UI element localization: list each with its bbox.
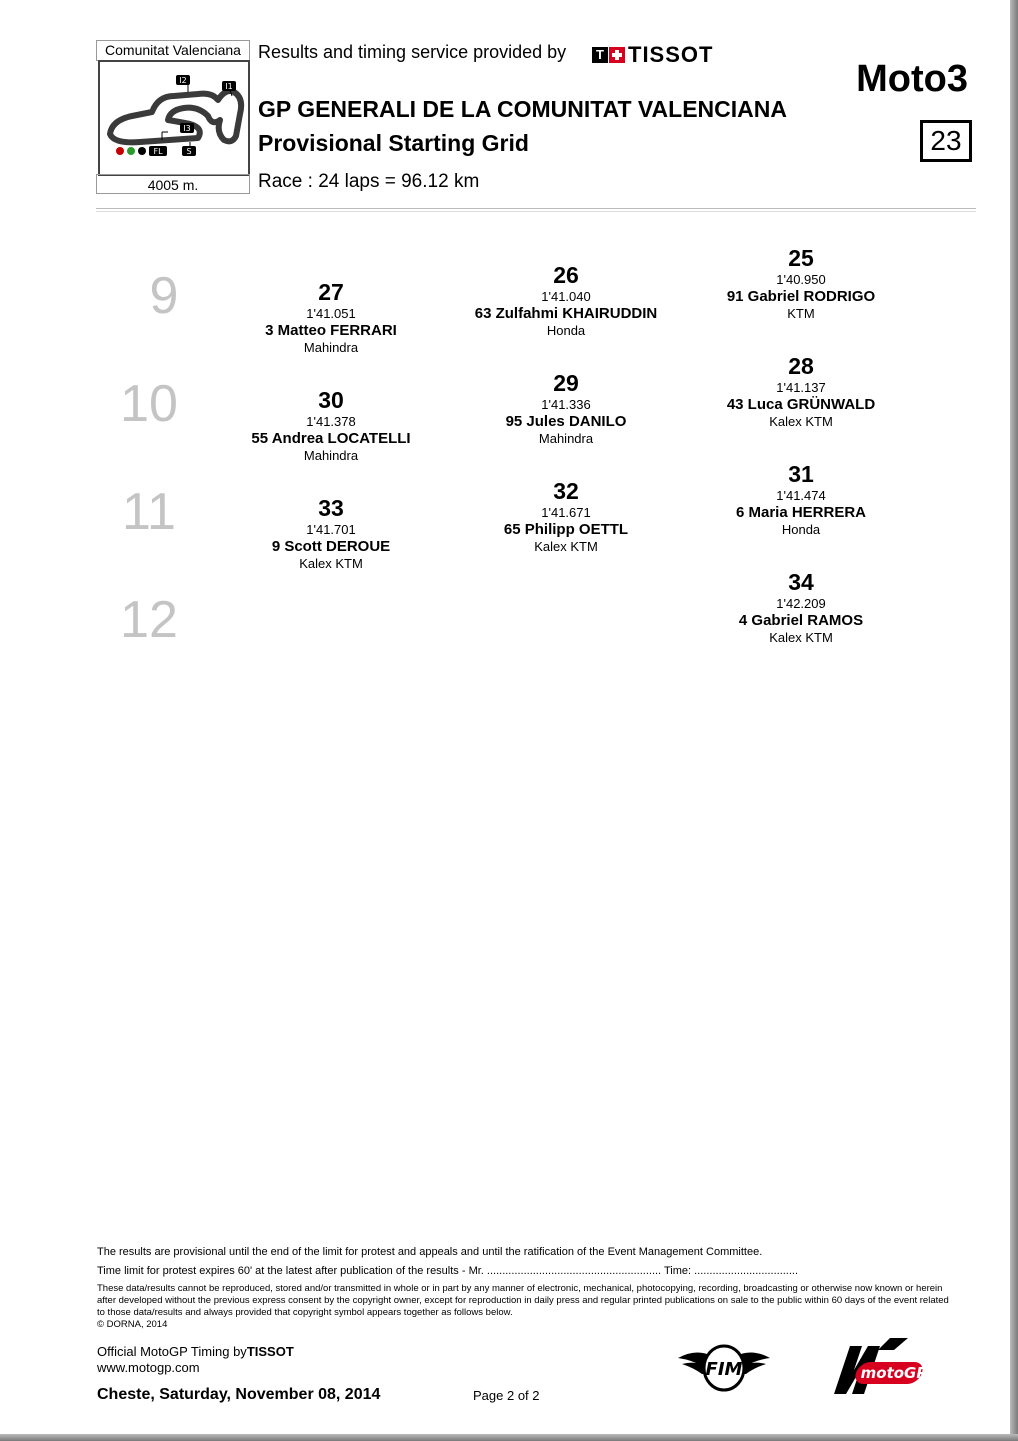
grid-position: 29 bbox=[553, 370, 579, 396]
grid-position: 25 bbox=[788, 245, 814, 271]
grid-position: 27 bbox=[318, 279, 344, 305]
team-name: Honda bbox=[781, 522, 821, 537]
team-name: Kalex KTM bbox=[769, 630, 833, 645]
grid-position: 34 bbox=[788, 569, 814, 595]
motogp-logo bbox=[828, 1336, 938, 1403]
grid-row-number: 10 bbox=[120, 375, 178, 433]
page-edge-bottom bbox=[0, 1434, 1018, 1441]
map-label-i3: I3 bbox=[183, 124, 191, 133]
page-of-count: Page 2 of 2 bbox=[473, 1388, 540, 1403]
protest-time-limit: Time limit for protest expires 60' at the latest after publication of the results - Mr. ......................................................... Time: .................................. bbox=[97, 1265, 799, 1277]
race-info: Race : 24 laps = 96.12 km bbox=[258, 171, 480, 192]
grid-slot bbox=[441, 479, 691, 555]
rider-name: 63 Zulfahmi KHAIRUDDIN bbox=[474, 305, 658, 322]
circuit-name: Comunitat Valenciana bbox=[96, 40, 250, 61]
rider-name: 9 Scott DEROUE bbox=[271, 538, 391, 555]
grid-position: 30 bbox=[318, 387, 344, 413]
official-timing-brand: TISSOT bbox=[246, 1344, 294, 1359]
grid-position: 33 bbox=[318, 495, 344, 521]
grid-slot bbox=[676, 246, 926, 322]
rider-name: 65 Philipp OETTL bbox=[503, 521, 629, 538]
lap-time: 1'41.040 bbox=[541, 289, 591, 304]
lap-time: 1'41.137 bbox=[776, 380, 826, 395]
motogp-logo-text: motoGP bbox=[860, 1364, 928, 1382]
lap-time: 1'41.336 bbox=[541, 397, 591, 412]
grid-slot bbox=[676, 354, 926, 430]
official-timing bbox=[97, 1344, 294, 1359]
provisional-disclaimer: The results are provisional until the end of the limit for protest and appeals and until the ratification of the Event Management Committee. bbox=[97, 1246, 763, 1258]
lap-time: 1'41.671 bbox=[541, 505, 591, 520]
tissot-wordmark: TISSOT bbox=[628, 42, 714, 67]
grid-position: 32 bbox=[553, 478, 579, 504]
rider-name: 43 Luca GRÜNWALD bbox=[726, 396, 876, 413]
rider-name: 95 Jules DANILO bbox=[505, 413, 627, 430]
grid-slot bbox=[441, 371, 691, 447]
team-name: Kalex KTM bbox=[534, 539, 598, 554]
tissot-logo bbox=[592, 44, 713, 66]
grid-slot bbox=[676, 570, 926, 646]
copyright-notice: These data/results cannot be reproduced, stored and/or transmitted in whole or in part by any manner of electronic, mechanical, photocopying, recording, broadcasting or otherwise now known or herein after developed without the previous express consent by the copyright owner, except for reproduction in daily press and regular printed publications on sale to the public within 60 days of the event related to those data/results and always provided that copyright symbol appears together as follows below. bbox=[97, 1283, 949, 1318]
map-label-s: S bbox=[186, 147, 192, 156]
circuit-length: 4005 m. bbox=[96, 174, 250, 194]
team-name: Kalex KTM bbox=[299, 556, 363, 571]
category-label: Moto3 bbox=[856, 58, 968, 100]
lap-time: 1'40.950 bbox=[776, 272, 826, 287]
grid-slot bbox=[206, 280, 456, 356]
grid-slot bbox=[676, 462, 926, 538]
rider-name: 91 Gabriel RODRIGO bbox=[726, 288, 876, 305]
official-timing-text: Official MotoGP Timing by bbox=[97, 1344, 247, 1359]
grid-slot bbox=[206, 388, 456, 464]
page-number-box: 23 bbox=[920, 120, 972, 162]
grid-slot bbox=[441, 263, 691, 339]
grid-position: 28 bbox=[788, 353, 814, 379]
rider-name: 4 Gabriel RAMOS bbox=[738, 612, 864, 629]
team-name: Kalex KTM bbox=[769, 414, 833, 429]
circuit-map bbox=[98, 60, 250, 176]
team-name: KTM bbox=[787, 306, 815, 321]
team-name: Honda bbox=[546, 323, 586, 338]
rider-name: 6 Maria HERRERA bbox=[735, 504, 867, 521]
lap-time: 1'41.051 bbox=[306, 306, 356, 321]
header-divider bbox=[96, 208, 976, 212]
map-label-i1: I1 bbox=[225, 82, 233, 91]
event-title: GP GENERALI DE LA COMUNITAT VALENCIANA bbox=[258, 96, 787, 122]
grid-position: 26 bbox=[553, 262, 579, 288]
grid-row-number: 9 bbox=[149, 267, 179, 325]
grid-position: 31 bbox=[788, 461, 814, 487]
dorna-copyright: © DORNA, 2014 bbox=[97, 1319, 168, 1330]
rider-name: 55 Andrea LOCATELLI bbox=[251, 430, 411, 447]
team-name: Mahindra bbox=[303, 448, 359, 463]
event-date-location: Cheste, Saturday, November 08, 2014 bbox=[97, 1386, 381, 1403]
lap-time: 1'42.209 bbox=[776, 596, 826, 611]
lap-time: 1'41.474 bbox=[776, 488, 826, 503]
page-edge-right bbox=[1010, 0, 1018, 1441]
swiss-cross-icon bbox=[609, 47, 625, 63]
tissot-t-icon: T bbox=[592, 47, 608, 63]
map-label-fl: FL bbox=[153, 147, 163, 156]
grid-row-number: 11 bbox=[122, 483, 176, 541]
fim-logo bbox=[676, 1340, 772, 1399]
rider-name: 3 Matteo FERRARI bbox=[265, 322, 397, 339]
team-name: Mahindra bbox=[303, 340, 359, 355]
team-name: Mahindra bbox=[538, 431, 594, 446]
map-label-i2: I2 bbox=[179, 76, 187, 85]
website-link[interactable]: www.motogp.com bbox=[97, 1360, 200, 1375]
fim-logo-text: FIM bbox=[705, 1359, 743, 1380]
grid-slot bbox=[206, 496, 456, 572]
grid-row-number: 12 bbox=[120, 591, 178, 649]
provided-by-text: Results and timing service provided by bbox=[258, 42, 567, 62]
lap-time: 1'41.378 bbox=[306, 414, 356, 429]
document-title: Provisional Starting Grid bbox=[258, 130, 529, 156]
lap-time: 1'41.701 bbox=[306, 522, 356, 537]
